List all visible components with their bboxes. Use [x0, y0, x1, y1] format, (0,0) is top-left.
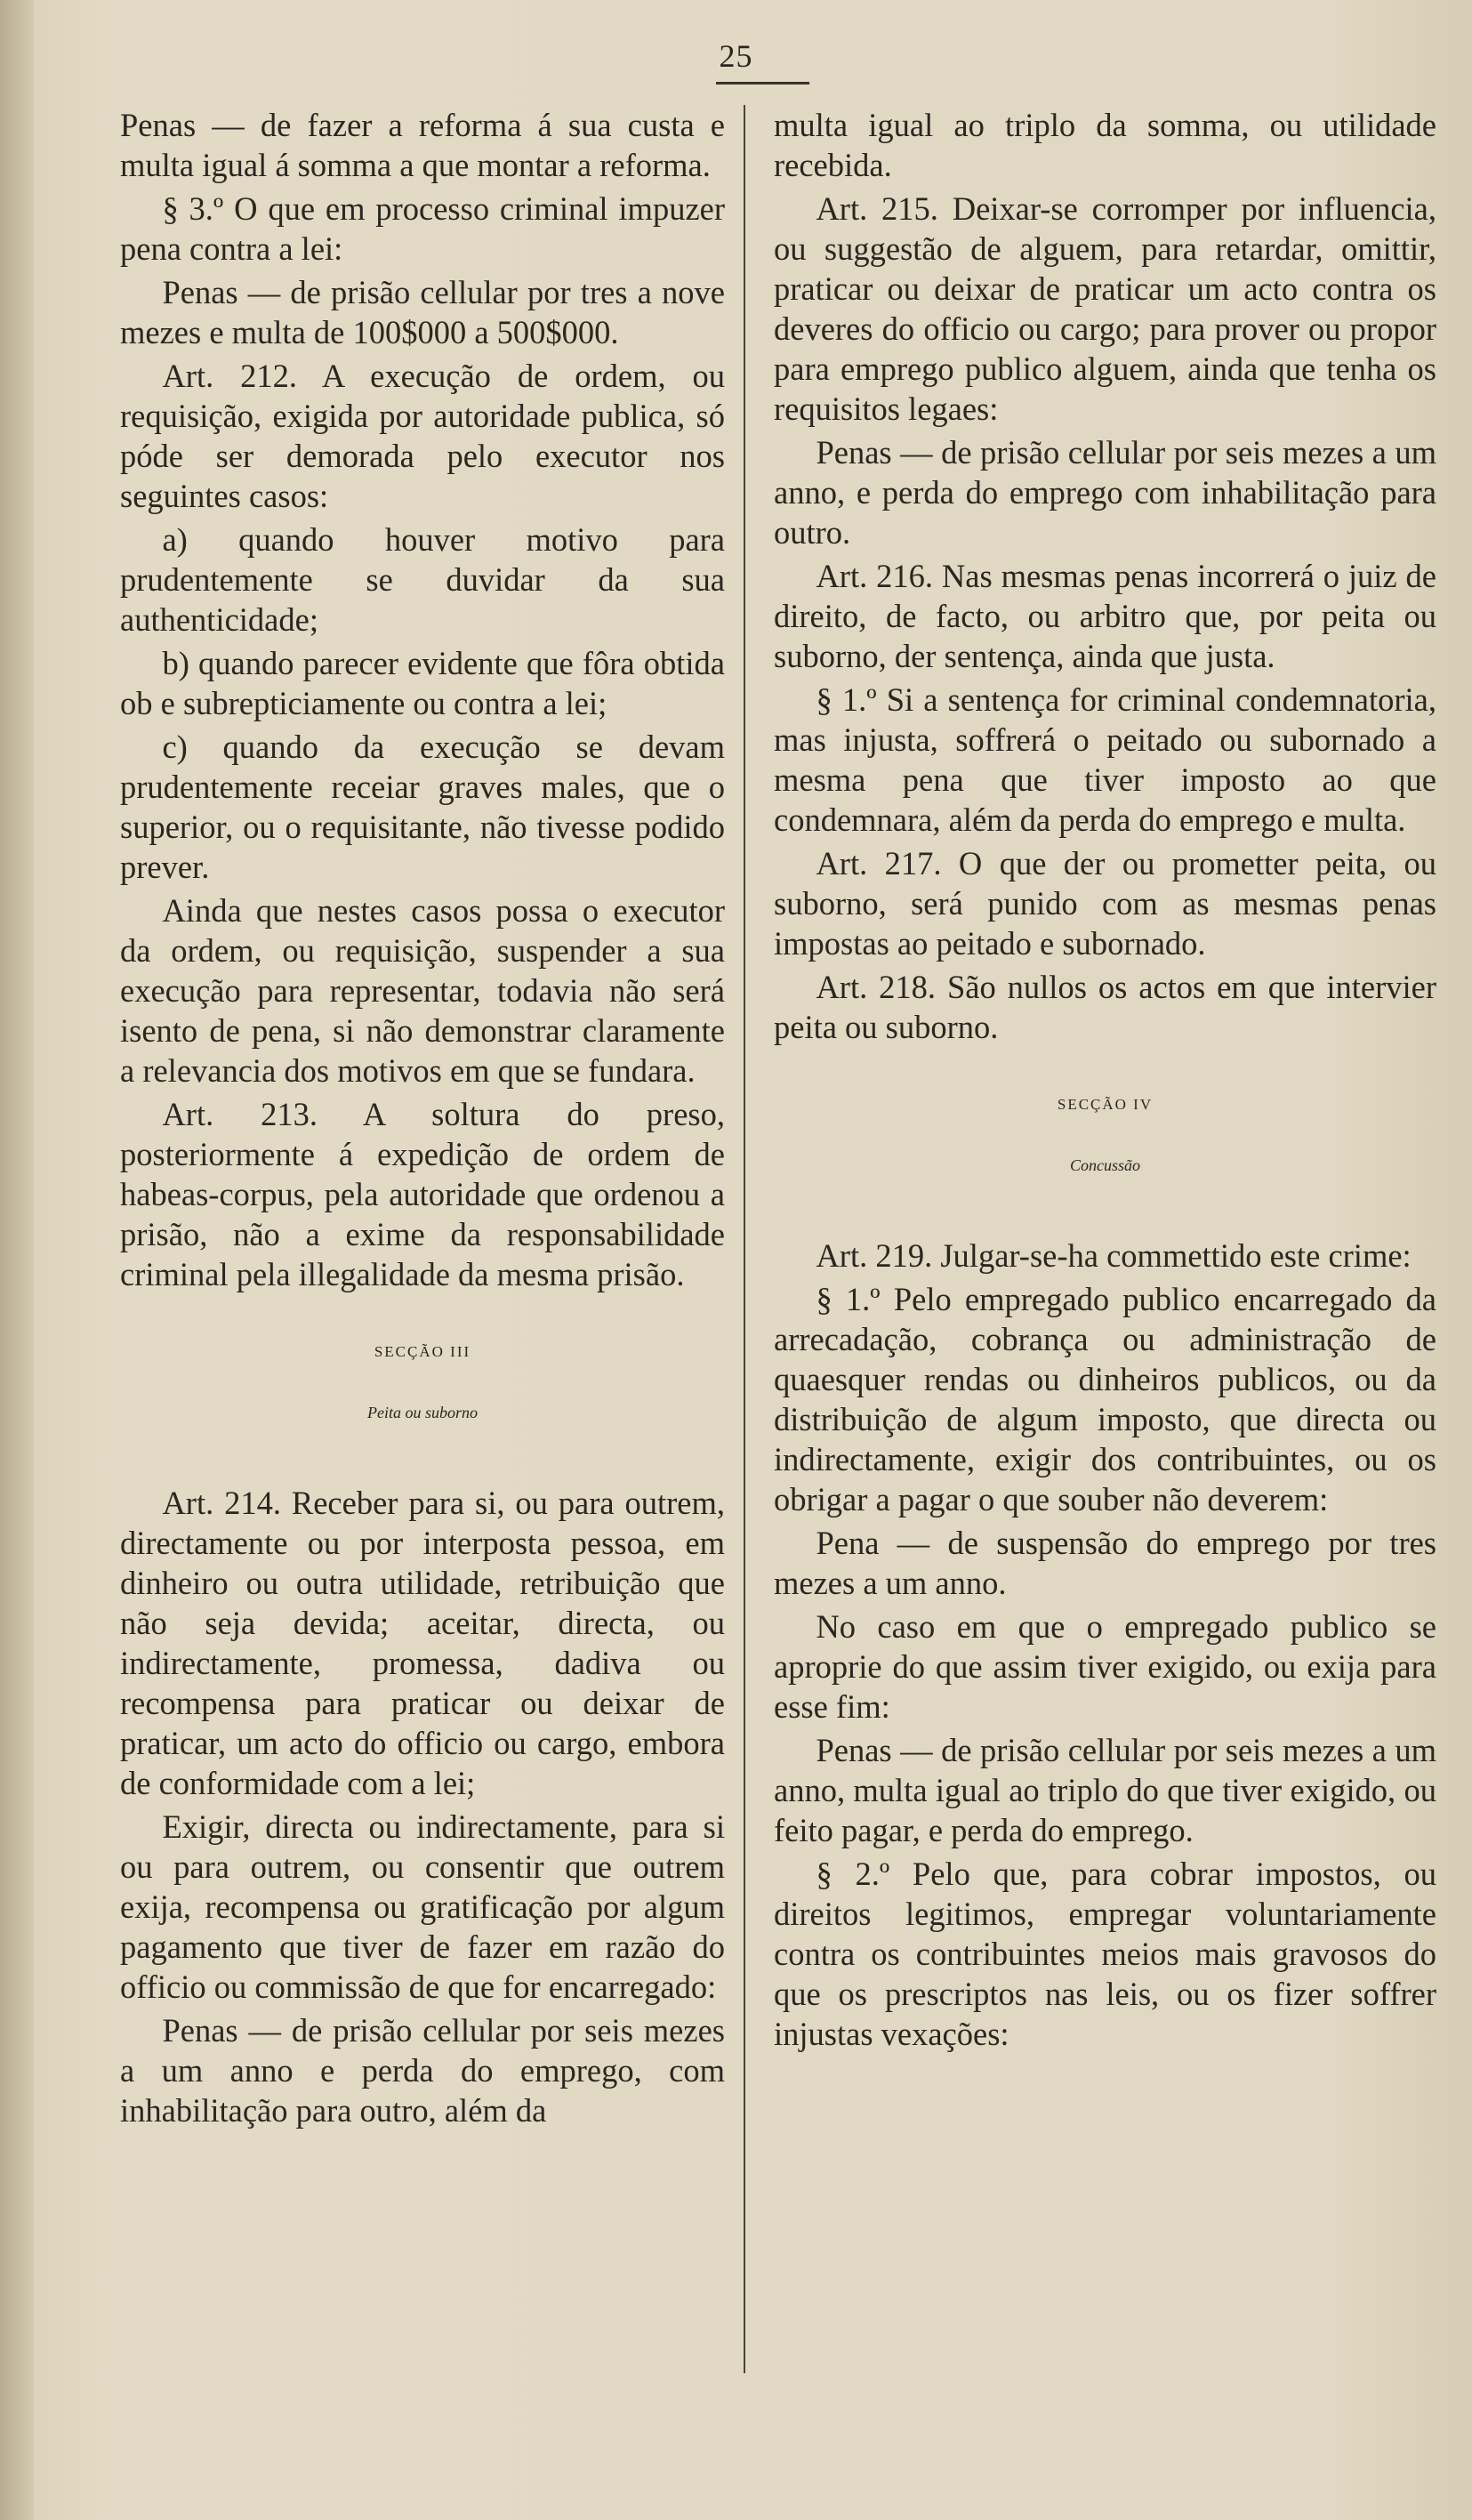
paragraph: multa igual ao triplo da somma, ou utilidade recebida. [774, 107, 1436, 183]
paragraph: Art. 214. Receber para si, ou para outrem, directamente ou por interposta pessoa, em dinheiro ou outra utilidade, retribuição que não seja devida; aceitar, directa, ou indirectamente, promessa, dadiva ou recompensa para praticar ou deixar de praticar, um acto do officio ou cargo, embora de conformidade com a lei; [120, 1485, 725, 1801]
paragraph: Art. 213. A soltura do preso, posteriormente á expedição de ordem de habeas-corpus, pela autoridade que ordenou a prisão, não a exime da responsabilidade criminal pela illegalidade da mesma prisão. [120, 1096, 725, 1292]
paragraph: Penas — de prisão cellular por seis mezes a um anno, multa igual ao triplo do que tiver exigido, ou feito pagar, e perda do emprego. [774, 1732, 1436, 1848]
paragraph: § 1.º Si a sentença for criminal condemnatoria, mas injusta, soffrerá o peitado ou subornado a mesma pena que tiver imposto ao que condemnara, além da perda do emprego e multa. [774, 681, 1436, 838]
paragraph: Penas — de fazer a reforma á sua custa e multa igual á somma a que montar a reforma. [120, 107, 725, 183]
paragraph: Ainda que nestes casos possa o executor da ordem, ou requisição, suspender a sua execução para representar, todavia não será isento de pena, si não demonstrar claramente a relevancia dos motivos em que se fundara. [120, 892, 725, 1089]
paragraph: Penas — de prisão cellular por seis mezes a um anno, e perda do emprego com inhabilitação para outro. [774, 434, 1436, 551]
paragraph: Art. 216. Nas mesmas penas incorrerá o juiz de direito, de facto, ou arbitro que, por peita ou suborno, der sentença, ainda que justa. [774, 558, 1436, 674]
page-number: 25 [719, 38, 753, 74]
paragraph: Art. 217. O que der ou prometter peita, ou suborno, será punido com as mesmas penas impostas ao peitado e subornado. [774, 845, 1436, 962]
paragraph: § 2.º Pelo que, para cobrar impostos, ou direitos legitimos, empregar voluntariamente contra os contribuintes meios mais gravosos do que os prescriptos nas leis, ou os fizer soffrer injustas vexações: [774, 1856, 1436, 2052]
page-binding-edge [0, 0, 34, 2520]
paragraph: Art. 218. São nullos os actos em que intervier peita ou suborno. [774, 969, 1436, 1045]
paragraph: Penas — de prisão cellular por seis mezes a um anno e perda do emprego, com inhabilitação para outro, além da [120, 2012, 725, 2129]
right-column [774, 105, 1436, 2057]
paragraph: No caso em que o empregado publico se aproprie do que assim tiver exigido, ou exija para esse fim: [774, 1608, 1436, 1725]
paragraph: Pena — de suspensão do emprego por tres mezes a um anno. [774, 1525, 1436, 1601]
left-column [120, 105, 725, 2134]
header-rule [716, 82, 809, 85]
column-divider [744, 105, 745, 2373]
section-heading: SECÇÃO III [374, 1343, 471, 1360]
paragraph: c) quando da execução se devam prudentemente receiar graves males, que o superior, ou o requisitante, não tivesse podido prever. [120, 729, 725, 885]
paragraph: Exigir, directa ou indirectamente, para si ou para outrem, ou consentir que outrem exija, recompensa ou gratificação por algum pagamento que tiver de fazer em razão do officio ou commissão de que for encarregado: [120, 1808, 725, 2005]
section-title: Concussão [1069, 1156, 1140, 1174]
section-heading: SECÇÃO IV [1057, 1096, 1154, 1113]
paragraph: Art. 219. Julgar-se-ha commettido este crime: [816, 1237, 1412, 1274]
paragraph: b) quando parecer evidente que fôra obtida ob e subrepticiamente ou contra a lei; [120, 645, 725, 721]
paragraph: § 1.º Pelo empregado publico encarregado da arrecadação, cobrança ou administração de quaesquer rendas ou dinheiros publicos, ou da distribuição de algum imposto, que directa ou indirectamente, exigir dos contribuintes, ou os obrigar a pagar o que souber não deverem: [774, 1281, 1436, 1518]
paragraph: Penas — de prisão cellular por tres a nove mezes e multa de 100$000 a 500$000. [120, 274, 725, 350]
section-title: Peita ou suborno [367, 1404, 478, 1421]
paragraph: § 3.º O que em processo criminal impuzer pena contra a lei: [120, 190, 725, 267]
paragraph: a) quando houver motivo para prudentemente se duvidar da sua authenticidade; [120, 521, 725, 638]
paragraph: Art. 215. Deixar-se corromper por influencia, ou suggestão de alguem, para retardar, omittir, praticar ou deixar de praticar um acto contra os deveres do officio ou cargo; para prover ou propor para emprego publico alguem, ainda que tenha os requisitos legaes: [774, 190, 1436, 427]
paragraph: Art. 212. A execução de ordem, ou requisição, exigida por autoridade publica, só póde ser demorada pelo executor nos seguintes casos: [120, 358, 725, 514]
